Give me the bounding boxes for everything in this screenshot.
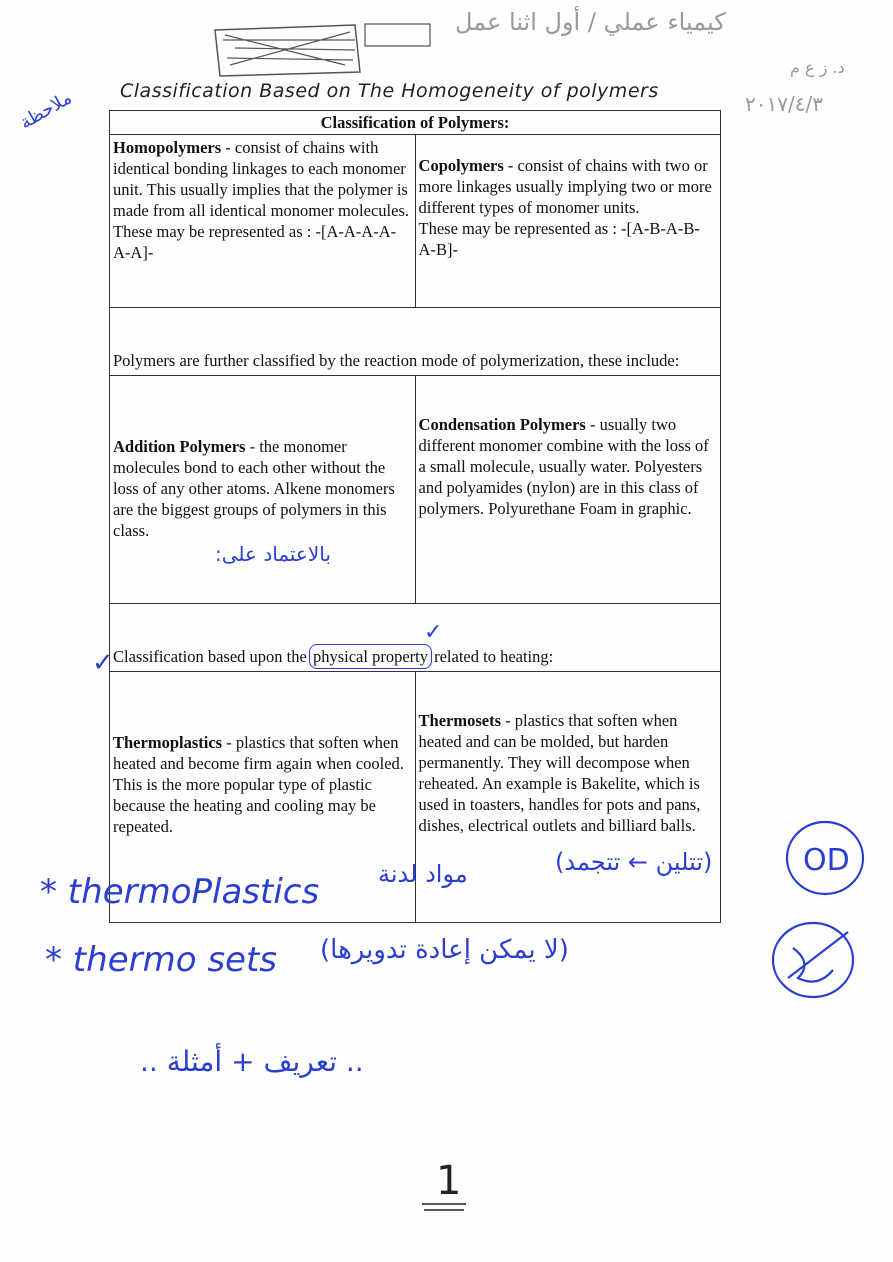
check-mark-thermoplastics: ✓ — [92, 648, 114, 678]
table-title: Classification of Polymers: — [110, 111, 721, 135]
physical-text-before: Classification based upon the — [113, 647, 311, 666]
header-date: ٢٠١٧/٤/٣ — [745, 92, 823, 116]
page-number-underline — [420, 1200, 470, 1214]
thermosets-handwritten: * thermo sets — [45, 940, 277, 980]
copolymers-repr: These may be represented as : -[A-B-A-B-A-B]- — [418, 219, 700, 259]
thermoplastics-text: - plastics that soften when heated and become firm again when cooled. This is the more popular type of plastic because the heating and cooling may be repeated. — [113, 733, 404, 836]
homopolymers-repr: These may be represented as : -[A-A-A-A-A-A]- — [113, 222, 397, 262]
bottom-arabic-note: .. تعريف + أمثلة .. — [140, 1045, 364, 1078]
addition-cell — [110, 376, 416, 604]
thermoplastics-term: Thermoplastics — [113, 733, 223, 752]
crossed-circle-icon — [768, 918, 858, 1000]
physical-text-after: related to heating: — [429, 647, 554, 666]
left-margin-note: ملاحظة — [16, 87, 76, 134]
condensation-text: - usually two different monomer combine with the loss of a small molecule, usually water. Polyesters and polyamides (nylon) are in this class of polymers. Polyurethane Foam in graphic. — [418, 415, 709, 518]
physical-property-circled: physical property — [309, 644, 432, 669]
copolymers-cell — [415, 135, 720, 308]
note-above-physical: بالاعتماد على: — [215, 542, 331, 566]
physical-property-row — [110, 604, 721, 672]
grade-circle-icon — [783, 818, 867, 898]
thermoplastics-paren: (تتلين ← تتجمد) — [555, 848, 713, 876]
reaction-mode-row — [110, 308, 721, 376]
addition-text: - the monomer molecules bond to each other without the loss of any other atoms. Alkene monomers are the biggest groups of polymers in this class. — [113, 437, 395, 540]
check-mark-thermosets: ✓ — [424, 620, 443, 645]
header-arabic-note: كيمياء عملي / أول اثنا عمل — [455, 8, 726, 36]
homopolymers-cell — [110, 135, 416, 308]
header-arabic-note-2: د. ز ع م — [790, 58, 845, 77]
thermosets-arabic: (لا يمكن إعادة تدويرها) — [320, 935, 569, 965]
thermosets-term: Thermosets — [418, 711, 502, 730]
thermosets-text: - plastics that soften when heated and can be molded, but harden permanently. They will decompose when reheated. An example is Bakelite, which is used in toasters, handles for pots and pans, dishes, electrical outlets and billiard balls. — [418, 711, 701, 835]
crossed-out-box — [205, 10, 435, 80]
homopolymers-term: Homopolymers — [113, 138, 222, 157]
thermoplastics-arabic: مواد لدنة — [378, 860, 468, 888]
addition-term: Addition Polymers — [113, 437, 246, 456]
copolymers-text: - consist of chains with two or more linkages usually implying two or more different types of monomer units. — [418, 156, 712, 217]
thermoplastics-handwritten: * thermoPlastics — [40, 872, 320, 912]
copolymers-term: Copolymers — [418, 156, 504, 175]
page-number: 1 — [436, 1158, 462, 1204]
reaction-mode-text: Polymers are further classified by the reaction mode of polymerization, these include: — [113, 351, 680, 370]
polymer-classification-table — [109, 110, 721, 923]
condensation-cell — [415, 376, 720, 604]
grade-text: OD — [803, 843, 850, 878]
homopolymers-text: - consist of chains with identical bonding linkages to each monomer unit. This usually implies that the polymer is made from all identical monomer molecules. — [113, 138, 409, 220]
condensation-term: Condensation Polymers — [418, 415, 586, 434]
handwritten-heading: Classification Based on The Homogeneity of polymers — [120, 80, 659, 102]
